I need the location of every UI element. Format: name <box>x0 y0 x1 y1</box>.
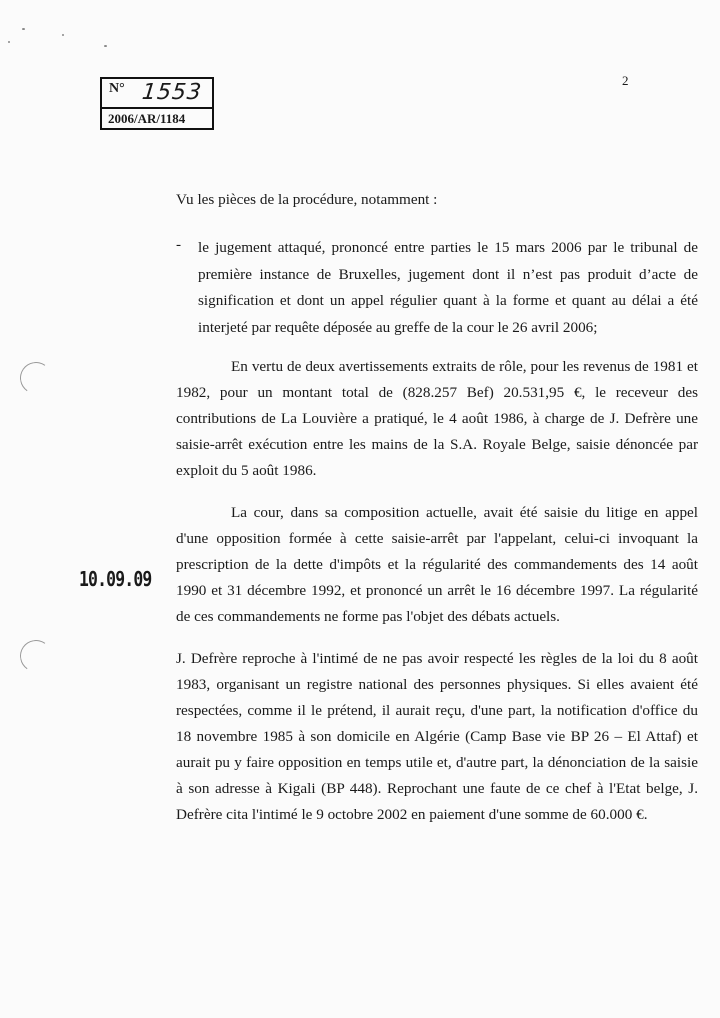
punch-hole-bottom <box>17 637 54 674</box>
scan-speck <box>22 28 25 30</box>
paragraph-1: En vertu de deux avertissements extraits de rôle, pour les revenus de 1981 et 1982, pour un montant total de (828.257 Bef) 20.531,95 €, le receveur des contributions de La Louvière a pratiqué, le 4 août 1986, à charge de J. Defrère une saisie-arrêt exécution entre les mains de la S.A. Royale Belge, saisie dénoncée par exploit du 5 août 1986. <box>176 358 698 479</box>
scan-speck <box>8 41 10 43</box>
case-reference: 2006/AR/1184 <box>108 111 186 126</box>
handwritten-number: 1553 <box>140 80 204 105</box>
bullet-dash: - <box>176 236 182 253</box>
reference-box-divider <box>102 107 212 109</box>
paragraph-2: La cour, dans sa composition actuelle, avait été saisie du litige en appel d'une opposition formée à cette saisie-arrêt par l'appelant, celui-ci invoquant la prescription de la dette d'impôts et la régularité des commandements des 14 août 1990 et 31 décembre 1992, et prononcé un arrêt le 16 décembre 1997. La régularité de ces commandements ne forme pas l'objet des débats actuels. <box>176 504 698 625</box>
date-stamp: 10.09.09 <box>79 567 152 591</box>
punch-hole-top <box>17 359 54 396</box>
number-label: N° <box>109 81 125 96</box>
scan-speck <box>104 45 107 47</box>
lead-line: Vu les pièces de la procédure, notamment : <box>176 191 438 208</box>
page-number: 2 <box>622 73 629 88</box>
bullet-item: le jugement attaqué, prononcé entre parties le 15 mars 2006 par le tribunal de première instance de Bruxelles, jugement dont il n’est pas produit d’acte de signification et dont un appel régulier quant à la forme et quant au délai a été interjeté par requête déposée au greffe de la cour le 26 avril 2006; <box>198 239 698 336</box>
reference-box <box>100 77 214 130</box>
paragraph-3: J. Defrère reproche à l'intimé de ne pas avoir respecté les règles de la loi du 8 août 1983, organisant un registre national des personnes physiques. Si elles avaient été respectées, comme il le prétend, il aurait reçu, d'une part, la notification d'office du 18 novembre 1985 à son domicile en Algérie (Camp Base vie BP 26 – El Attaf) et aurait pu y faire opposition en temps utile et, d'autre part, la dénonciation de la saisie à son adresse à Kigali (BP 448). Reprochant une faute de ce chef à l'Etat belge, J. Defrère cita l'intimé le 9 octobre 2002 en paiement d'une somme de 60.000 €. <box>176 650 698 823</box>
scan-speck <box>62 34 64 36</box>
